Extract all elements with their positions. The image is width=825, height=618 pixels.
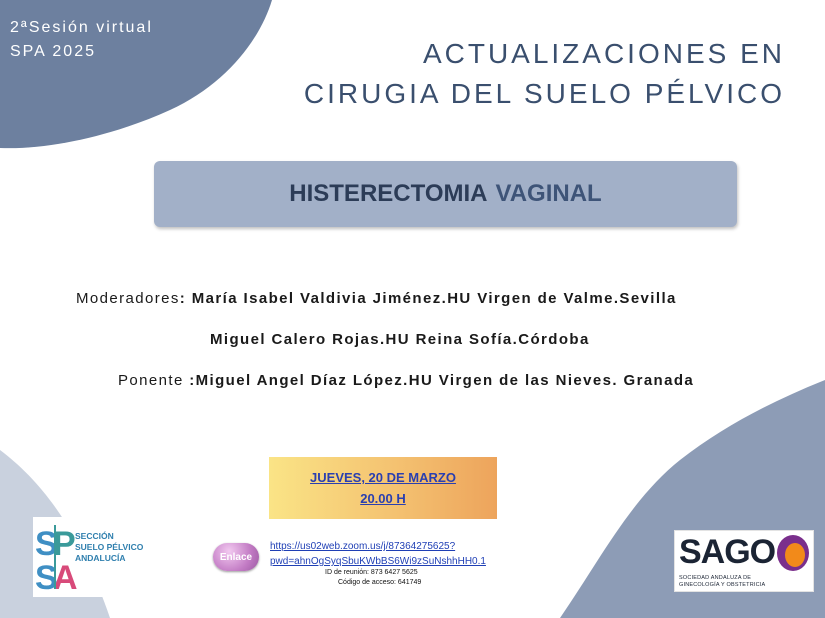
spa-logo-line-3: ANDALUCÍA [75, 553, 126, 563]
topic-part-2: VAGINAL [495, 180, 602, 207]
session-line-1: 2ªSesión virtual [10, 19, 153, 36]
meeting-id: ID de reunión: 873 6427 5625 [325, 569, 418, 576]
date-day[interactable]: JUEVES, 20 DE MARZO [310, 470, 456, 485]
spa-logo-line-1: SECCIÓN [75, 531, 114, 541]
moderator-2: Miguel Calero Rojas.HU Reina Sofía.Córdoba [210, 331, 590, 348]
speaker-name: :Miguel Angel Díaz López.HU Virgen de las Nieves. Granada [189, 372, 695, 389]
enlace-button[interactable]: Enlace [213, 543, 259, 571]
sago-sub-1: SOCIEDAD ANDALUZA DE [679, 575, 752, 581]
moderators-label: Moderadores [76, 290, 180, 307]
zoom-link-line-2[interactable]: pwd=ahnOgSyqSbuKWbBS6Wi9zSuNshhHH0.1 [270, 556, 486, 567]
svg-text:S: S [35, 525, 58, 563]
session-line-2: SPA 2025 [10, 43, 96, 60]
spa-logo [33, 517, 152, 597]
topic-banner [154, 161, 737, 227]
sago-logo-mark-icon [775, 533, 811, 575]
page-title [304, 34, 785, 114]
speaker-line [118, 372, 694, 389]
moderators-line-2 [210, 331, 590, 348]
sago-logo-name: SAGO [679, 533, 776, 571]
svg-text:S: S [35, 559, 58, 597]
spa-logo-line-2: SUELO PÉLVICO [75, 542, 144, 552]
svg-text:P: P [53, 525, 76, 563]
title-line-2: CIRUGIA DEL SUELO PÉLVICO [303, 78, 785, 109]
topic-part-1: HISTERECTOMIA [289, 180, 488, 207]
access-code: Código de acceso: 641749 [338, 579, 422, 586]
svg-text:A: A [53, 559, 78, 597]
moderators-line [76, 290, 677, 307]
title-line-1: ACTUALIZACIONES EN [422, 38, 785, 69]
session-label [10, 16, 153, 64]
speaker-label: Ponente [118, 372, 190, 389]
moderator-1: : María Isabel Valdivia Jiménez.HU Virgen de Valme.Sevilla [179, 290, 677, 307]
sago-logo [674, 530, 814, 592]
sago-sub-2: GINECOLOGÍA Y OBSTETRICIA [679, 582, 766, 588]
date-box [269, 457, 497, 519]
date-time[interactable]: 20.00 H [360, 491, 406, 506]
zoom-link-line-1[interactable]: https://us02web.zoom.us/j/87364275625? [270, 541, 456, 552]
